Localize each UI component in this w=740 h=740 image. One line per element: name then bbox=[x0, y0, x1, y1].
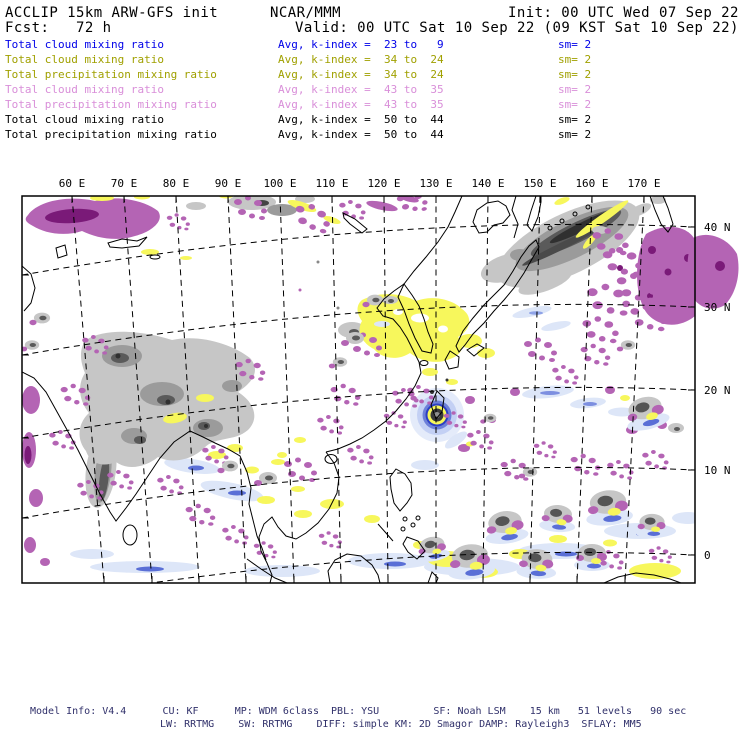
small-speck bbox=[337, 307, 340, 310]
longitude-labels bbox=[59, 177, 661, 190]
model-info-line1: Model Info: V4.4 CU: KF MP: WDM 6class PBL: YSU SF: Noah LSM 15 km 51 levels 90 sec bbox=[30, 706, 687, 717]
field-row-kindex: Avg, k-index = 50 to 44 bbox=[278, 128, 444, 141]
fcst-hour: Fcst: 72 h bbox=[5, 20, 112, 36]
small-speck bbox=[317, 261, 320, 264]
model-title: ACCLIP 15km ARW-GFS init bbox=[5, 5, 219, 21]
lat-label: 20 N bbox=[704, 384, 731, 397]
field-row-kindex: Avg, k-index = 34 to 24 bbox=[278, 68, 444, 81]
field-row-sm: sm= 2 bbox=[558, 113, 592, 126]
field-row-label: Total cloud mixing ratio bbox=[5, 113, 164, 126]
field-row-label: Total cloud mixing ratio bbox=[5, 38, 164, 51]
field-row-kindex: Avg, k-index = 43 to 35 bbox=[278, 98, 444, 111]
central-asia-field bbox=[26, 194, 420, 261]
field-row-sm: sm= 2 bbox=[558, 98, 592, 111]
valid-time: Valid: 00 UTC Sat 10 Sep 22 (09 KST Sat 10 Sep 22) bbox=[295, 20, 739, 36]
lon-label: 70 E bbox=[110, 177, 138, 190]
field-row-kindex: Avg, k-index = 23 to 9 bbox=[278, 38, 444, 51]
lat-label: 30 N bbox=[704, 301, 731, 314]
lon-label: 100 E bbox=[263, 177, 297, 190]
lon-label: 140 E bbox=[471, 177, 505, 190]
field-row-label: Total cloud mixing ratio bbox=[5, 83, 164, 96]
lon-label: 150 E bbox=[523, 177, 557, 190]
field-row-sm: sm= 2 bbox=[558, 128, 592, 141]
tibet-cloud-mass bbox=[80, 332, 306, 467]
cloud-precip-field bbox=[21, 183, 704, 582]
model-info-line2: LW: RRTMG SW: RRTMG DIFF: simple KM: 2D Smagor DAMP: Rayleigh3 SFLAY: MM5 bbox=[160, 719, 642, 730]
field-row-kindex: Avg, k-index = 50 to 44 bbox=[278, 113, 444, 126]
lon-label: 60 E bbox=[58, 177, 86, 190]
field-row-sm: sm= 2 bbox=[558, 38, 592, 51]
small-speck bbox=[299, 289, 302, 292]
lon-label: 160 E bbox=[575, 177, 609, 190]
init-time: Init: 00 UTC Wed 07 Sep 22 bbox=[508, 5, 739, 21]
field-row-sm: sm= 2 bbox=[558, 83, 592, 96]
lat-label: 0 bbox=[704, 549, 711, 562]
field-row-label: Total precipitation mixing ratio bbox=[5, 68, 217, 81]
lon-label: 80 E bbox=[162, 177, 190, 190]
field-row-label: Total precipitation mixing ratio bbox=[5, 98, 217, 111]
field-row-sm: sm= 2 bbox=[558, 53, 592, 66]
field-row-label: Total cloud mixing ratio bbox=[5, 53, 164, 66]
lat-label: 40 N bbox=[704, 221, 731, 234]
field-row-kindex: Avg, k-index = 43 to 35 bbox=[278, 83, 444, 96]
field-row-kindex: Avg, k-index = 34 to 24 bbox=[278, 53, 444, 66]
lon-label: 120 E bbox=[367, 177, 401, 190]
field-row-sm: sm= 2 bbox=[558, 68, 592, 81]
lat-label: 10 N bbox=[704, 464, 731, 477]
lon-label: 110 E bbox=[315, 177, 349, 190]
lon-label: 170 E bbox=[627, 177, 661, 190]
lon-label: 90 E bbox=[214, 177, 242, 190]
field-row-label: Total precipitation mixing ratio bbox=[5, 128, 217, 141]
lon-label: 130 E bbox=[419, 177, 453, 190]
center-name: NCAR/MMM bbox=[270, 5, 342, 21]
